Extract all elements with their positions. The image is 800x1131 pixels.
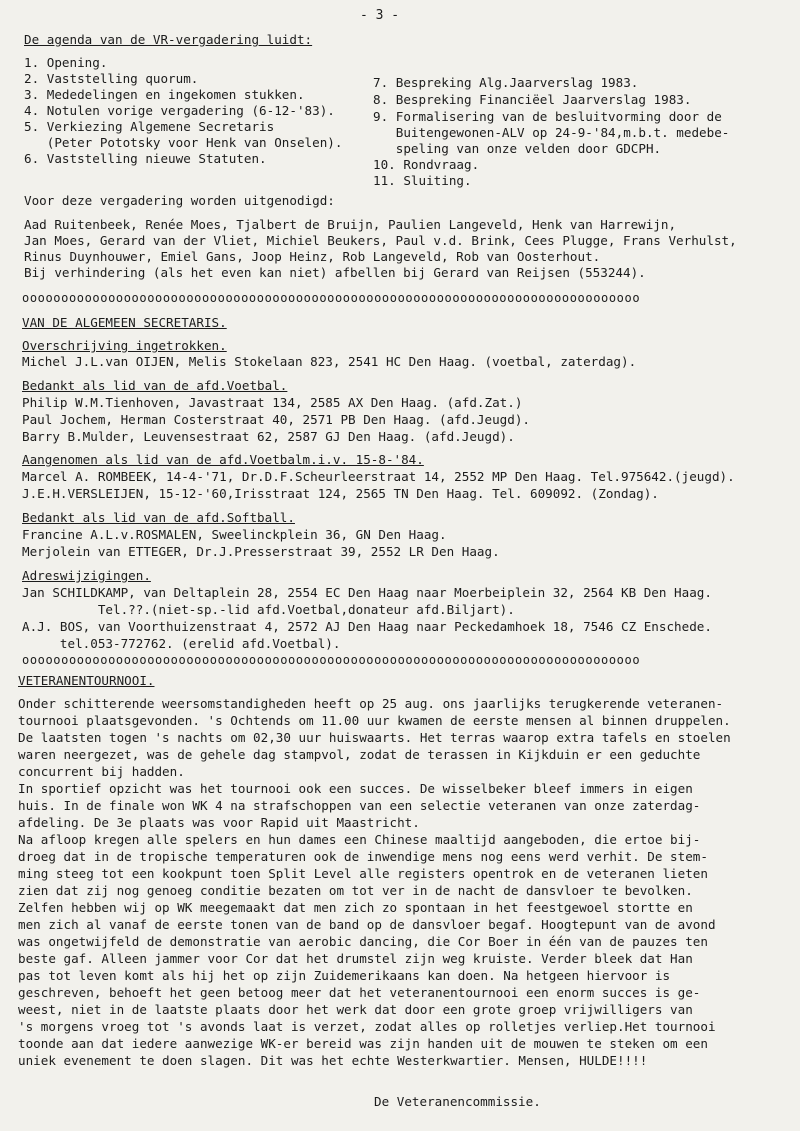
article-line: waren neergezet, was de gehele dag stampvol, zodat de terassen in Kijkduin er een geduchte (18, 747, 701, 762)
member-entry: Merjolein van ETTEGER, Dr.J.Presserstraat 39, 2552 LR Den Haag. (22, 544, 500, 559)
member-entry: Michel J.L.van OIJEN, Melis Stokelaan 823, 2541 HC Den Haag. (voetbal, zaterdag). (22, 354, 637, 369)
member-entry: Philip W.M.Tienhoven, Javastraat 134, 2585 AX Den Haag. (afd.Zat.) (22, 395, 523, 410)
agenda-item: 6. Vaststelling nieuwe Statuten. (24, 151, 267, 166)
member-entry: J.E.H.VERSLEIJEN, 15-12-'60,Irisstraat 124, 2565 TN Den Haag. Tel. 609092. (Zondag). (22, 486, 659, 501)
agenda-item: 7. Bespreking Alg.Jaarverslag 1983. (373, 75, 639, 90)
section-title: Bedankt als lid van de afd.Voetbal. (22, 378, 288, 393)
article-line: concurrent bij hadden. (18, 764, 185, 779)
member-entry: tel.053-772762. (erelid afd.Voetbal). (22, 636, 341, 651)
article-line: De laatsten togen 's nachts om 02,30 uur huiswaarts. Het terras waarop extra tafels en stoelen (18, 730, 731, 745)
article-line: afdeling. De 3e plaats was voor Rapid uit Maastricht. (18, 815, 420, 830)
article-line: In sportief opzicht was het tournooi ook een succes. De wisselbeker bleef immers in eigen (18, 781, 693, 796)
section-title: Aangenomen als lid van de afd.Voetbalm.i.v. 15-8-'84. (22, 452, 424, 467)
agenda-item: 4. Notulen vorige vergadering (6-12-'83). (24, 103, 335, 118)
article-line: geschreven, behoeft het geen betoog meer dat het veteranentournooi een enorm succes is ge- (18, 985, 701, 1000)
separator-line: ooooooooooooooooooooooooooooooooooooooooooooooooooooooooooooooooooooooooooooooo (22, 654, 641, 666)
member-entry: Jan SCHILDKAMP, van Deltaplein 28, 2554 EC Den Haag naar Moerbeiplein 32, 2564 KB Den Haag. (22, 585, 712, 600)
article-line: Na afloop kregen alle spelers en hun dames een Chinese maaltijd aangeboden, die ertoe bij- (18, 832, 701, 847)
article-line: tournooi plaatsgevonden. 's Ochtends om 11.00 uur kwamen de eerste mensen al binnen druppelen. (18, 713, 731, 728)
member-entry: Tel.??.(niet-sp.-lid afd.Voetbal,donateur afd.Biljart). (22, 602, 515, 617)
member-entry: Paul Jochem, Herman Costerstraat 40, 2571 PB Den Haag. (afd.Jeugd). (22, 412, 530, 427)
article-line: men zich al vanaf de eerste tonen van de band op de dansvloer begaf. Hoogtepunt van de avond (18, 917, 716, 932)
article-line: uniek evenement te doen slagen. Dit was het echte Westerkwartier. Mensen, HULDE!!!! (18, 1053, 648, 1068)
article-line: 's morgens vroeg tot 's avonds laat is verzet, zodat alles op rolletjes verliep.Het tournooi (18, 1019, 716, 1034)
article-line: huis. In de finale won WK 4 na strafschoppen van een selectie veteranen van onze zaterdag- (18, 798, 701, 813)
member-entry: Francine A.L.v.ROSMALEN, Sweelinckplein 36, GN Den Haag. (22, 527, 447, 542)
article-line: zien dat zij nog genoeg conditie bezaten om tot ver in de nacht de dansvloer te bevolken. (18, 883, 693, 898)
agenda-item: 5. Verkiezing Algemene Secretaris (24, 119, 275, 134)
agenda-item: 8. Bespreking Financiëel Jaarverslag 1983. (373, 92, 692, 107)
invitation-line: Bij verhindering (als het even kan niet) afbellen bij Gerard van Reijsen (553244). (24, 265, 646, 280)
section-title: Adreswijzigingen. (22, 568, 151, 583)
article-line: droeg dat in de tropische temperaturen ook de inwendige mens nog eens werd verhit. De stem- (18, 849, 708, 864)
member-entry: Marcel A. ROMBEEK, 14-4-'71, Dr.D.F.Scheurleerstraat 14, 2552 MP Den Haag. Tel.975642.(jeugd). (22, 469, 735, 484)
article-line: beste gaf. Alleen jammer voor Cor dat het drumstel zijn weg kruiste. Verder bleek dat Han (18, 951, 693, 966)
agenda-item: 11. Sluiting. (373, 173, 472, 188)
article-line: Zelfen hebben wij op WK meegemaakt dat men zich zo spontaan in het feestgewoel stortte en (18, 900, 693, 915)
invitation-line: Jan Moes, Gerard van der Vliet, Michiel Beukers, Paul v.d. Brink, Cees Plugge, Frans Verhulst, (24, 233, 737, 248)
article-line: was ongetwijfeld de demonstratie van aerobic dancing, die Cor Boer in één van de pauzes ten (18, 934, 708, 949)
page-number: - 3 - (360, 8, 400, 23)
article-line: ming steeg tot een kookpunt toen Split Level alle registers opentrok en de veteranen lieten (18, 866, 708, 881)
article-line: weest, niet in de laatste plaats door het werk dat door een grote groep vrijwilligers van (18, 1002, 693, 1017)
agenda-item: 9. Formalisering van de besluitvorming door de (373, 109, 722, 124)
invitation-intro: Voor deze vergadering worden uitgenodigd: (24, 193, 335, 208)
signature: De Veteranencommissie. (374, 1094, 541, 1109)
agenda-heading: De agenda van de VR-vergadering luidt: (24, 32, 313, 47)
agenda-item: speling van onze velden door GDCPH. (373, 141, 662, 156)
agenda-item: 2. Vaststelling quorum. (24, 71, 199, 86)
veteranen-heading: VETERANENTOURNOOI. (18, 673, 155, 688)
member-entry: A.J. BOS, van Voorthuizenstraat 4, 2572 AJ Den Haag naar Peckedamhoek 18, 7546 CZ Enschede. (22, 619, 712, 634)
agenda-item: Buitengewonen-ALV op 24-9-'84,m.b.t. medebe- (373, 125, 730, 140)
section-title: Overschrijving ingetrokken. (22, 338, 227, 353)
member-entry: Barry B.Mulder, Leuvensestraat 62, 2587 GJ Den Haag. (afd.Jeugd). (22, 429, 515, 444)
invitation-line: Rinus Duynhouwer, Emiel Gans, Joop Heinz, Rob Langeveld, Rob van Oosterhout. (24, 249, 601, 264)
secretaris-heading: VAN DE ALGEMEEN SECRETARIS. (22, 315, 227, 330)
article-line: toonde aan dat iedere aanwezige WK-er bereid was zijn handen uit de mouwen te steken om een (18, 1036, 708, 1051)
section-title: Bedankt als lid van de afd.Softball. (22, 510, 295, 525)
agenda-item: 1. Opening. (24, 55, 108, 70)
article-line: Onder schitterende weersomstandigheden heeft op 25 aug. ons jaarlijks terugkerende veteranen- (18, 696, 724, 711)
invitation-line: Aad Ruitenbeek, Renée Moes, Tjalbert de Bruijn, Paulien Langeveld, Henk van Harrewijn, (24, 217, 677, 232)
article-line: pas tot leven komt als hij het op zijn Zuidemerikaans kan doen. Na hetgeen hiervoor is (18, 968, 671, 983)
agenda-item: 3. Mededelingen en ingekomen stukken. (24, 87, 305, 102)
separator-line: ooooooooooooooooooooooooooooooooooooooooooooooooooooooooooooooooooooooooooooooo (22, 292, 641, 304)
agenda-item: (Peter Pototsky voor Henk van Onselen). (24, 135, 343, 150)
agenda-item: 10. Rondvraag. (373, 157, 480, 172)
